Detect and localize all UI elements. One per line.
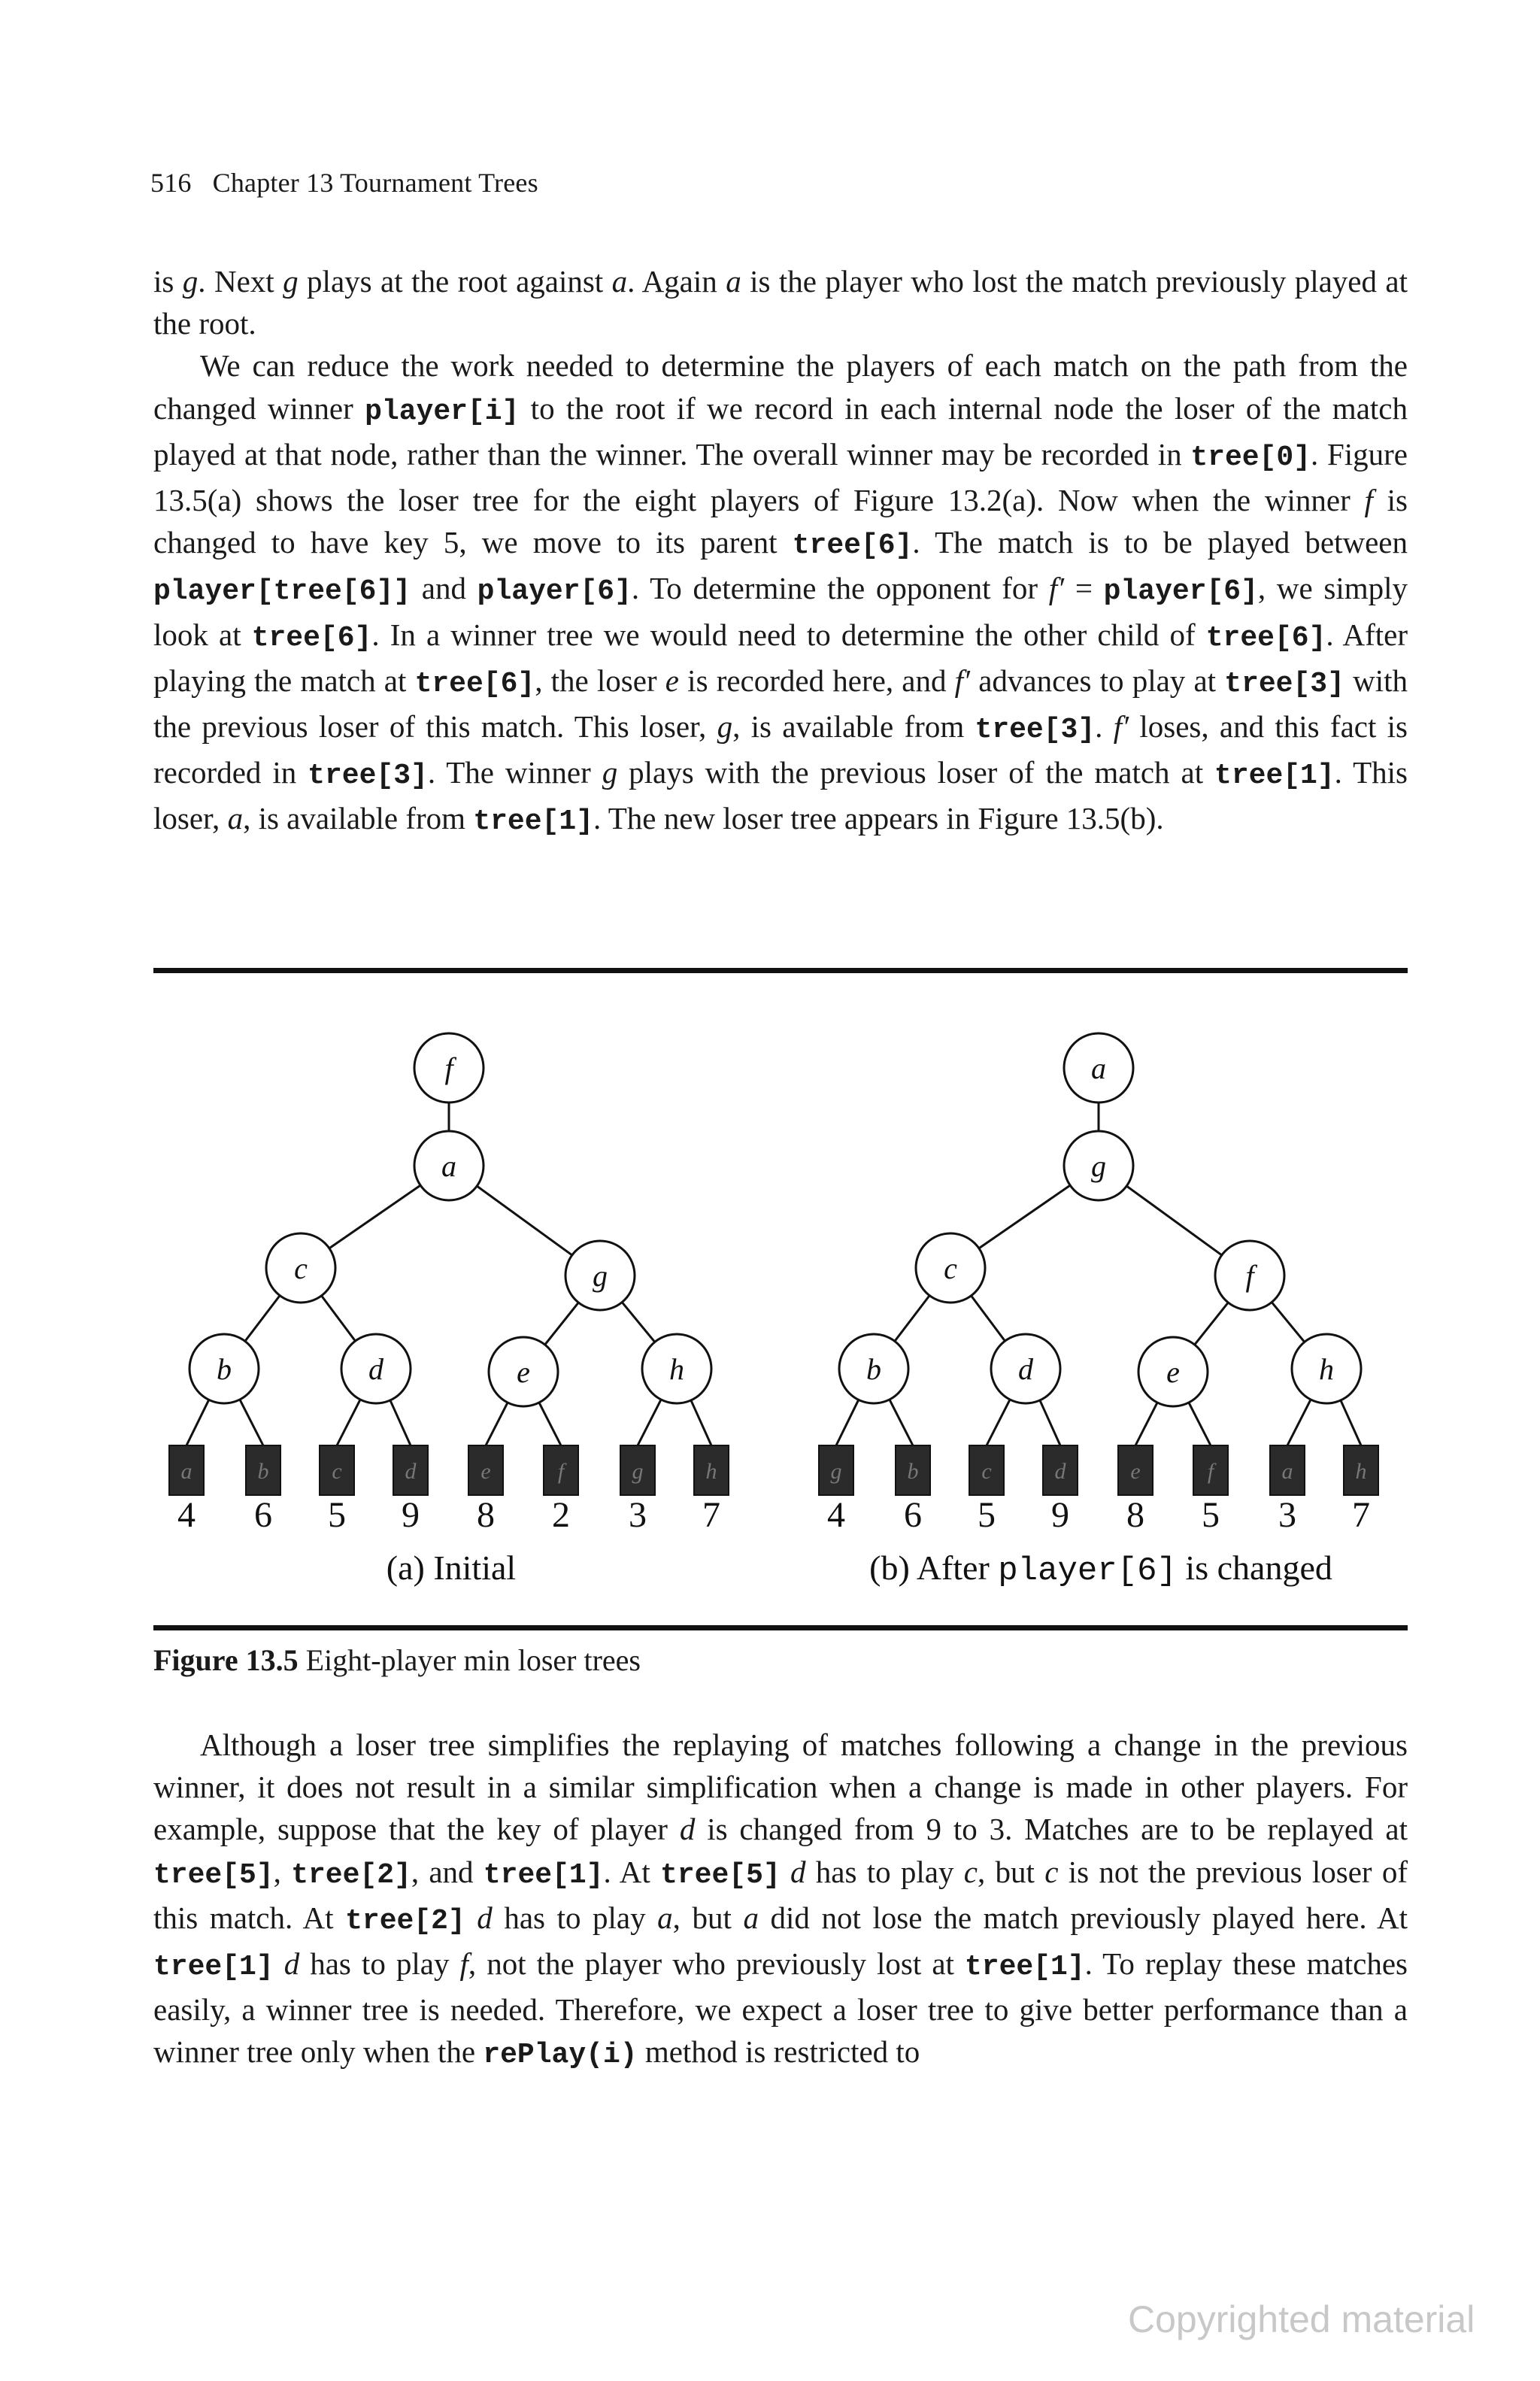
tree-node-label: a bbox=[1091, 1051, 1106, 1085]
edge-leaf bbox=[539, 1403, 561, 1445]
leaf-player bbox=[468, 1445, 503, 1535]
edge-leaf bbox=[987, 1400, 1010, 1445]
edge-leaf bbox=[1135, 1403, 1157, 1445]
tree-node bbox=[1138, 1337, 1208, 1406]
tree-node bbox=[414, 1131, 484, 1200]
tree-node-label: e bbox=[1166, 1355, 1180, 1389]
leaf-label: d bbox=[405, 1459, 417, 1484]
paragraph-loser-tree: We can reduce the work needed to determine the players of each match on the path from the changed winner player[i] to the root if we record in each internal node the loser of the match played at that node, rather than the winner. The overall winner may be recorded in tree[0]. Figure 13.5(a) shows the loser tree for the eight players of Figure 13.2(a). Now when the winner f is changed to have key 5, we move to its parent tree[6]. The match is to be played between player[tree[6]] and player[6]. To determine the opponent for f′ = player[6], we simply look at tree[6]. In a winner tree we would need to determine the other child of tree[6]. After playing the match at tree[6], the loser e is recorded here, and f′ advances to play at tree[3] with the previous loser of this match. This loser, g, is available from tree[3]. f′ loses, and this fact is recorded in tree[3]. The winner g plays with the previous loser of the match at tree[1]. This loser, a, is available from tree[1]. The new loser tree appears in Figure 13.5(b). bbox=[153, 348, 1408, 839]
tree-node bbox=[1215, 1241, 1284, 1310]
tree-node bbox=[1292, 1334, 1361, 1403]
figure-caption bbox=[153, 1642, 641, 1678]
edge-leaf bbox=[836, 1400, 859, 1445]
edge-internal bbox=[895, 1296, 929, 1342]
leaf-key: 9 bbox=[402, 1495, 420, 1535]
tree-node bbox=[1064, 1033, 1133, 1103]
leaf-label: c bbox=[981, 1459, 992, 1484]
leaf-key: 9 bbox=[1051, 1495, 1069, 1535]
leaf-player bbox=[969, 1445, 1004, 1535]
leaf-label: e bbox=[480, 1459, 491, 1484]
leaf-player bbox=[544, 1445, 578, 1535]
leaf-label: f bbox=[557, 1459, 565, 1484]
edge-leaf bbox=[890, 1400, 913, 1445]
tree-node bbox=[1064, 1131, 1133, 1200]
tree-node-label: d bbox=[368, 1352, 383, 1386]
leaf-player bbox=[896, 1445, 930, 1535]
leaf-player bbox=[1270, 1445, 1305, 1535]
leaf-label: g bbox=[830, 1459, 842, 1484]
leaf-label: h bbox=[705, 1459, 717, 1484]
tree-node bbox=[414, 1033, 484, 1103]
tree-node-label: h bbox=[1319, 1352, 1334, 1386]
leaf-key: 3 bbox=[629, 1495, 647, 1535]
edge-leaf bbox=[240, 1400, 263, 1445]
leaf-player bbox=[169, 1445, 204, 1535]
paragraph-continued: is g. Next g plays at the root against a. Again a is the player who lost the match previously played at the root. bbox=[153, 264, 1408, 341]
tree-node-label: d bbox=[1018, 1352, 1033, 1386]
edge-internal bbox=[972, 1296, 1005, 1341]
subcaption-b: (b) After player[6] is changed bbox=[869, 1548, 1332, 1590]
leaf-key: 6 bbox=[254, 1495, 272, 1535]
chapter-title: Chapter 13 Tournament Trees bbox=[212, 168, 538, 198]
edge-internal bbox=[477, 1186, 572, 1255]
edge-internal bbox=[1126, 1186, 1222, 1255]
edge-leaf bbox=[486, 1403, 508, 1445]
subcaption-a: (a) Initial bbox=[386, 1548, 517, 1587]
tree-node-label: e bbox=[517, 1355, 530, 1389]
tree-node-label: f bbox=[1245, 1259, 1254, 1293]
tree-node bbox=[565, 1241, 635, 1310]
leaf-label: f bbox=[1207, 1459, 1214, 1484]
leaf-label: c bbox=[332, 1459, 342, 1484]
tree-node-label: b bbox=[217, 1352, 232, 1386]
leaf-player bbox=[246, 1445, 280, 1535]
figure-top-rule bbox=[153, 968, 1408, 973]
edge-internal bbox=[1195, 1303, 1229, 1345]
tree-node-label: c bbox=[294, 1251, 308, 1285]
figure-bottom-rule bbox=[153, 1625, 1408, 1630]
leaf-player bbox=[694, 1445, 729, 1535]
edge-leaf bbox=[1341, 1400, 1361, 1445]
leaf-key: 8 bbox=[477, 1495, 495, 1535]
body-text-bottom bbox=[153, 1724, 1408, 2077]
edge-internal bbox=[1272, 1303, 1305, 1342]
leaf-label: h bbox=[1355, 1459, 1367, 1484]
loser-tree-initial bbox=[169, 1033, 729, 1535]
leaf-label: g bbox=[632, 1459, 644, 1484]
leaf-key: 5 bbox=[978, 1495, 996, 1535]
tree-node bbox=[916, 1233, 985, 1303]
leaf-player bbox=[1344, 1445, 1378, 1535]
figure-caption-label: Figure 13.5 bbox=[153, 1643, 299, 1677]
leaf-player bbox=[1043, 1445, 1078, 1535]
leaf-key: 8 bbox=[1126, 1495, 1144, 1535]
tree-node-label: c bbox=[944, 1251, 957, 1285]
edge-leaf bbox=[390, 1400, 411, 1445]
tree-node bbox=[839, 1334, 908, 1403]
leaf-key: 4 bbox=[827, 1495, 845, 1535]
edge-leaf bbox=[1040, 1400, 1060, 1445]
tree-node bbox=[341, 1334, 411, 1403]
tree-node bbox=[642, 1334, 711, 1403]
edge-leaf bbox=[638, 1400, 661, 1445]
tree-node-label: a bbox=[441, 1149, 456, 1183]
copyright-watermark: Copyrighted material bbox=[1128, 2298, 1475, 2340]
leaf-label: a bbox=[180, 1459, 192, 1484]
loser-tree-after-change bbox=[819, 1033, 1378, 1535]
page-number: 516 bbox=[150, 168, 192, 198]
leaf-player bbox=[620, 1445, 655, 1535]
tree-node bbox=[266, 1233, 335, 1303]
paragraph-limitation: Although a loser tree simplifies the replaying of matches following a change in the previous winner, it does not result in a similar simplification when a change is made in other players. For example, suppose that the key of player d is changed from 9 to 3. Matches are to be replayed at tree[5], tree[2], and tree[1]. At tree[5] d has to play c, but c is not the previous loser of this match. At tree[2] d has to play a, but a did not lose the match previously played here. At tree[1] d has to play f, not the player who previously lost at tree[1]. To replay these matches easily, a winner tree is needed. Therefore, we expect a loser tree to give better performance than a winner tree only when the rePlay(i) method is restricted to bbox=[153, 1727, 1408, 2072]
loser-tree-figure bbox=[0, 978, 1540, 1624]
leaf-label: b bbox=[257, 1459, 269, 1484]
edge-internal bbox=[545, 1303, 579, 1345]
edge-internal bbox=[979, 1185, 1070, 1248]
leaf-player bbox=[1118, 1445, 1153, 1535]
edge-internal bbox=[322, 1296, 356, 1341]
edge-leaf bbox=[186, 1400, 209, 1445]
running-header bbox=[150, 167, 538, 199]
leaf-player bbox=[1193, 1445, 1228, 1535]
leaf-label: e bbox=[1130, 1459, 1141, 1484]
tree-node-label: g bbox=[593, 1259, 608, 1293]
edge-leaf bbox=[1189, 1403, 1211, 1445]
tree-node-label: f bbox=[444, 1051, 453, 1085]
edge-leaf bbox=[691, 1400, 711, 1445]
leaf-key: 4 bbox=[177, 1495, 196, 1535]
leaf-key: 6 bbox=[904, 1495, 922, 1535]
tree-node bbox=[489, 1337, 558, 1406]
leaf-key: 5 bbox=[328, 1495, 346, 1535]
tree-node bbox=[991, 1334, 1060, 1403]
leaf-label: d bbox=[1054, 1459, 1066, 1484]
edge-leaf bbox=[337, 1400, 360, 1445]
tree-node-label: g bbox=[1091, 1149, 1106, 1183]
leaf-key: 3 bbox=[1278, 1495, 1296, 1535]
edge-internal bbox=[622, 1303, 655, 1342]
leaf-key: 7 bbox=[1352, 1495, 1370, 1535]
leaf-player bbox=[393, 1445, 428, 1535]
tree-node-label: h bbox=[669, 1352, 684, 1386]
leaf-player bbox=[819, 1445, 853, 1535]
edge-internal bbox=[329, 1185, 420, 1248]
tree-node-label: b bbox=[866, 1352, 881, 1386]
leaf-key: 5 bbox=[1202, 1495, 1220, 1535]
edge-internal bbox=[245, 1296, 280, 1342]
leaf-key: 2 bbox=[552, 1495, 570, 1535]
tree-node bbox=[189, 1334, 259, 1403]
body-text-top bbox=[153, 260, 1408, 844]
figure-caption-text: Eight-player min loser trees bbox=[298, 1643, 641, 1677]
edge-leaf bbox=[1287, 1400, 1311, 1445]
leaf-label: b bbox=[907, 1459, 919, 1484]
leaf-label: a bbox=[1281, 1459, 1293, 1484]
leaf-player bbox=[320, 1445, 354, 1535]
leaf-key: 7 bbox=[702, 1495, 720, 1535]
